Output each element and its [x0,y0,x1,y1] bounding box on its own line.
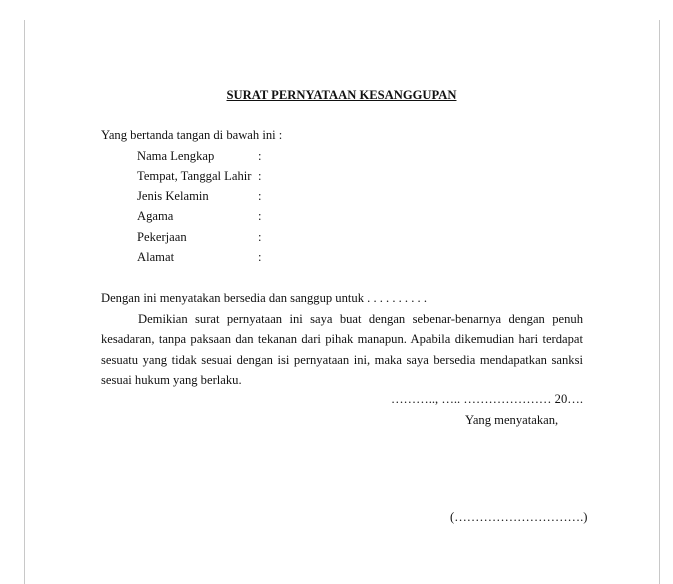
document-title: SURAT PERNYATAAN KESANGGUPAN [226,88,457,102]
field-label: Nama Lengkap [137,149,215,163]
statement-text: Dengan ini menyatakan bersedia dan sanggup untuk . . . . . . . . . . [101,291,427,305]
date-line: ……….., ….. ………………… 20…. [390,392,583,406]
field-colon: : [258,169,262,183]
signature-line: (………………………….) [450,510,588,524]
closing-paragraph [101,309,583,391]
field-label: Agama [137,209,174,223]
field-label: Alamat [137,250,175,264]
field-label: Pekerjaan [137,230,187,244]
closing-text: Demikian surat pernyataan ini saya buat dengan sebenar-benarnya dengan penuh kesadaran, tanpa paksaan dan tekanan dari pihak manapun. Apabila dikemudian hari terdapat sesuatu yang tidak sesuai dengan isi pernyataan ini, maka saya bersedia mendapatkan sanksi sesuai hukum yang berlaku. [101,312,583,388]
field-colon: : [258,189,262,203]
page-right-edge [659,20,660,584]
field-colon: : [258,149,262,163]
field-colon: : [258,250,262,264]
signer-label: Yang menyatakan, [465,413,559,427]
intro-text: Yang bertanda tangan di bawah ini : [101,128,283,142]
page-left-edge [24,20,25,584]
field-colon: : [258,230,262,244]
field-label: Tempat, Tanggal Lahir [137,169,252,183]
field-label: Jenis Kelamin [137,189,209,203]
field-colon: : [258,209,262,223]
